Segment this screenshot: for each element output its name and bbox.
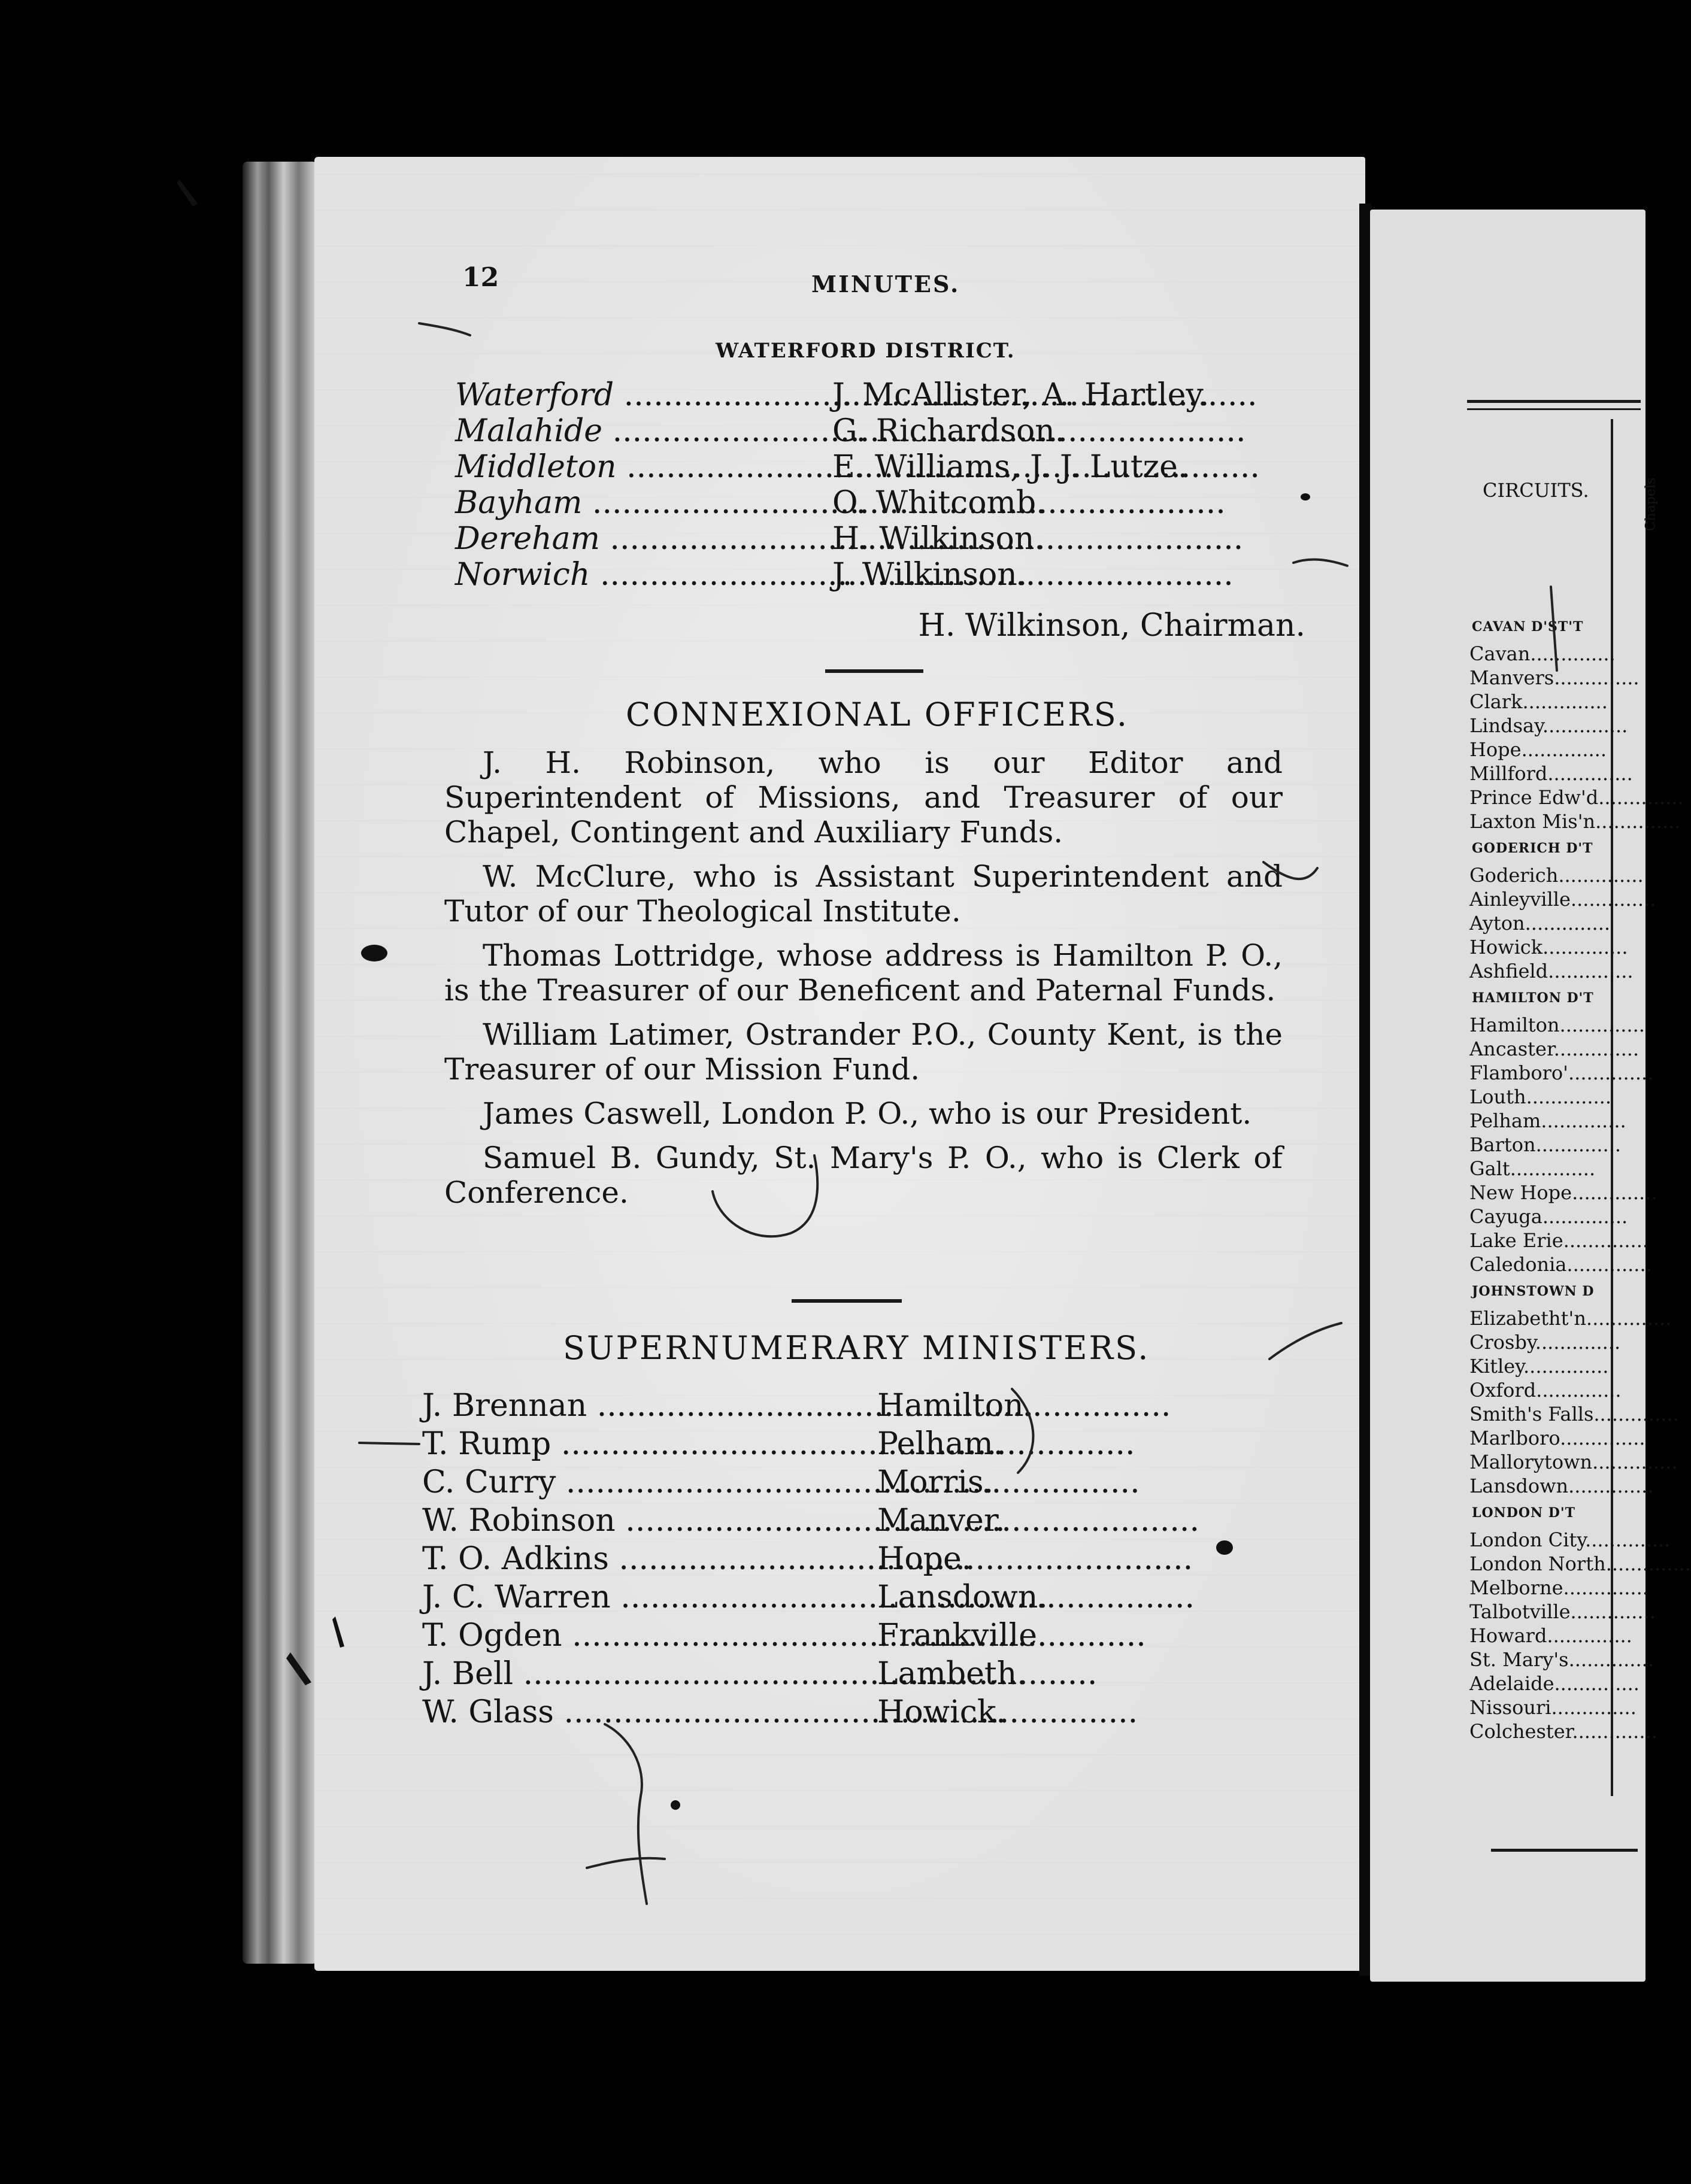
officer-paragraph: James Caswell, London P. O., who is our President. <box>483 1096 1252 1131</box>
circuit-entry: Mallorytown ..... <box>1469 1450 1616 1474</box>
circuit-entry: Lansdown ..... <box>1469 1474 1616 1498</box>
district-heading: JOHNSTOWN D <box>1472 1284 1595 1299</box>
circuit-row <box>455 485 1305 521</box>
running-title: MINUTES. <box>811 271 960 298</box>
minister-name: T. Ogden ..... <box>422 1618 877 1654</box>
circuit-entry: Ainleyville ..... <box>1469 887 1616 911</box>
minister-name: T. Rump ..... <box>422 1426 877 1462</box>
circuit-entry: Ayton ..... <box>1469 911 1616 935</box>
circuit-entry: Melborne ..... <box>1469 1576 1616 1600</box>
minister-row <box>422 1426 1081 1464</box>
book-spine <box>243 162 317 1964</box>
minister-place: Howick. <box>877 1694 1006 1730</box>
circuit-entry: Ancaster ..... <box>1469 1037 1616 1061</box>
minister-place: Hope. <box>877 1541 972 1577</box>
circuit-ministers: E. Williams, J. J. Lutze. <box>832 449 1188 485</box>
minister-name: W. Glass ..... <box>422 1694 877 1730</box>
minister-row <box>422 1541 1081 1579</box>
district-heading: HAMILTON D'T <box>1472 990 1594 1006</box>
section-heading: CONNEXIONAL OFFICERS. <box>626 696 1129 733</box>
circuit-entry: Lindsay ..... <box>1469 714 1616 738</box>
circuit-row <box>455 521 1305 557</box>
minister-name: T. O. Adkins ..... <box>422 1541 877 1577</box>
minister-place: Manver. <box>877 1503 1005 1539</box>
circuit-entry: Pelham ..... <box>1469 1109 1616 1133</box>
district-chairman: H. Wilkinson, Chairman. <box>918 608 1305 644</box>
circuit-entry: Millford ..... <box>1469 762 1616 785</box>
circuit-entry: Barton ..... <box>1469 1133 1616 1157</box>
circuit-entry: Caledonia ..... <box>1469 1252 1616 1276</box>
minister-name: W. Robinson ..... <box>422 1503 877 1539</box>
minister-row <box>422 1503 1081 1541</box>
minister-row <box>422 1656 1081 1694</box>
minister-row <box>422 1388 1081 1426</box>
minister-place: Hamilton. <box>877 1388 1034 1424</box>
circuit-list <box>455 377 1305 644</box>
circuit-entry: Louth ..... <box>1469 1085 1616 1109</box>
minister-place: Lambeth. <box>877 1656 1027 1692</box>
circuit-entry: London North ..... <box>1469 1552 1616 1576</box>
page-number: 12 <box>462 262 499 293</box>
circuit-row <box>455 557 1305 593</box>
minister-row <box>422 1464 1081 1503</box>
circuit-entry: Nissouri ..... <box>1469 1695 1616 1719</box>
circuit-name: Middleton ..... <box>455 449 832 485</box>
circuit-name: Dereham ..... <box>455 521 832 557</box>
minister-name: J. Bell ..... <box>422 1656 877 1692</box>
circuit-entry: Galt ..... <box>1469 1157 1616 1181</box>
circuit-entry: Goderich ..... <box>1469 863 1616 887</box>
book-gutter <box>1359 204 1371 1976</box>
circuit-name: Malahide ..... <box>455 413 832 449</box>
circuit-entry: Hamilton ..... <box>1469 1013 1616 1037</box>
circuit-ministers: H. Wilkinson. <box>832 521 1044 557</box>
circuit-entry: Marlboro ..... <box>1469 1426 1616 1450</box>
circuit-entry: St. Mary's ..... <box>1469 1648 1616 1672</box>
circuit-row <box>455 449 1305 485</box>
circuit-entry: Colchester ..... <box>1469 1719 1616 1743</box>
district-heading: CAVAN D'ST'T <box>1472 619 1584 635</box>
circuit-entry: Elizabetht'n ..... <box>1469 1306 1616 1330</box>
circuit-name: Waterford ..... <box>455 377 832 413</box>
minister-place: Lansdown. <box>877 1579 1048 1615</box>
circuit-entry: Clark ..... <box>1469 690 1616 714</box>
minister-place: Frankville. <box>877 1618 1047 1654</box>
circuit-entry: New Hope ..... <box>1469 1181 1616 1205</box>
circuit-row <box>455 413 1305 449</box>
circuit-entry: Hope ..... <box>1469 738 1616 762</box>
table-bottom-rule <box>1491 1849 1638 1852</box>
circuit-entry: Talbotville ..... <box>1469 1600 1616 1624</box>
officer-paragraph: W. McClure, who is Assistant Superintendent and Tutor of our Theological Institute. <box>444 859 1283 929</box>
circuit-entry: Howick ..... <box>1469 935 1616 959</box>
minister-name: J. C. Warren ..... <box>422 1579 877 1615</box>
district-heading: GODERICH D'T <box>1472 841 1593 856</box>
officers-text <box>444 745 1283 1220</box>
minister-place: Morris. <box>877 1464 994 1500</box>
circuit-entry: Cayuga ..... <box>1469 1205 1616 1228</box>
circuit-entry: Ashfield ..... <box>1469 959 1616 983</box>
circuit-name: Bayham ..... <box>455 485 832 521</box>
section-divider <box>792 1299 902 1303</box>
minister-row <box>422 1618 1081 1656</box>
circuits-table <box>1469 612 1616 1743</box>
circuits-column-header: CIRCUITS. <box>1483 479 1589 502</box>
circuit-entry: London City ..... <box>1469 1528 1616 1552</box>
section-divider <box>825 669 923 673</box>
supernumerary-list <box>422 1388 1081 1733</box>
circuit-entry: Adelaide ..... <box>1469 1672 1616 1695</box>
minister-row <box>422 1694 1081 1733</box>
circuit-entry: Oxford ..... <box>1469 1378 1616 1402</box>
officer-paragraph: J. H. Robinson, who is our Editor and Superintendent of Missions, and Treasurer of our Chapel, Contingent and Auxiliary Funds. <box>444 745 1283 850</box>
circuit-entry: Flamboro' ..... <box>1469 1061 1616 1085</box>
section-heading: SUPERNUMERARY MINISTERS. <box>563 1329 1150 1367</box>
circuit-entry: Cavan ..... <box>1469 642 1616 666</box>
minister-name: J. Brennan ..... <box>422 1388 877 1424</box>
circuit-name: Norwich ..... <box>455 557 832 593</box>
circuit-entry: Smith's Falls ..... <box>1469 1402 1616 1426</box>
officer-paragraph: William Latimer, Ostrander P.O., County Kent, is the Treasurer of our Mission Fund. <box>444 1017 1283 1087</box>
circuit-entry: Prince Edw'd ..... <box>1469 785 1616 809</box>
officer-paragraph: Thomas Lottridge, whose address is Hamilton P. O., is the Treasurer of our Beneficent and Paternal Funds. <box>444 938 1283 1008</box>
circuit-entry: Howard ..... <box>1469 1624 1616 1648</box>
circuit-row <box>455 377 1305 413</box>
circuit-ministers: G. Richardson. <box>832 413 1065 449</box>
officer-paragraph: Samuel B. Gundy, St. Mary's P. O., who is Clerk of Conference. <box>444 1140 1283 1210</box>
circuit-entry: Lake Erie ..... <box>1469 1228 1616 1252</box>
circuit-ministers: O. Whitcomb. <box>832 485 1046 521</box>
circuit-ministers: J. McAllister, A. Hartley. <box>832 377 1210 413</box>
minister-place: Pelham. <box>877 1426 1004 1462</box>
table-top-rule <box>1467 400 1641 403</box>
circuit-entry: Kitley ..... <box>1469 1354 1616 1378</box>
circuit-entry: Crosby ..... <box>1469 1330 1616 1354</box>
minister-row <box>422 1579 1081 1618</box>
circuit-entry: Manvers ..... <box>1469 666 1616 690</box>
district-title: WATERFORD DISTRICT. <box>716 339 1016 363</box>
circuit-entry: Laxton Mis'n ..... <box>1469 809 1616 833</box>
table-top-rule <box>1467 408 1641 410</box>
chapels-column-header: Chapels <box>1643 477 1659 532</box>
minister-name: C. Curry ..... <box>422 1464 877 1500</box>
district-heading: LONDON D'T <box>1472 1505 1575 1521</box>
circuit-ministers: J. Wilkinson. <box>832 557 1028 593</box>
